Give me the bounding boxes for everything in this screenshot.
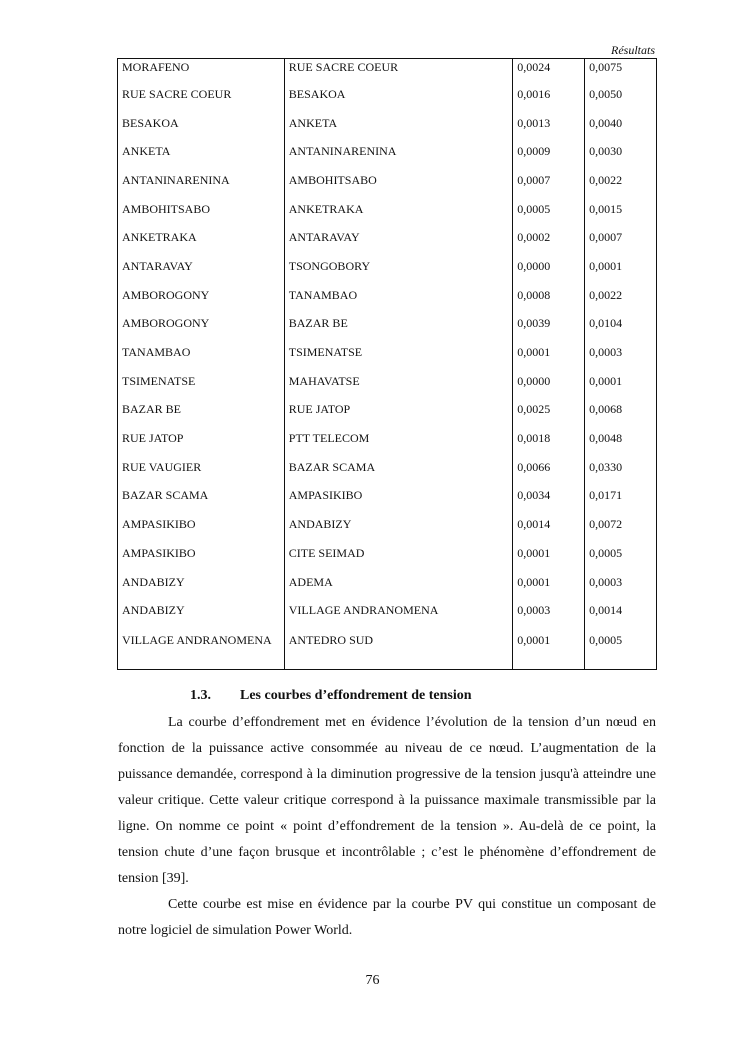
to-node-cell: TANAMBAO bbox=[284, 281, 513, 310]
from-node-cell: BAZAR BE bbox=[122, 402, 182, 417]
value-1-cell: 0,0014 bbox=[513, 510, 585, 539]
from-node-cell: BESAKOA bbox=[122, 115, 179, 130]
from-node-cell: VILLAGE ANDRANOMENA bbox=[122, 633, 272, 648]
from-node-cell: AMPASIKIBO bbox=[122, 545, 196, 560]
to-node-cell: ANDABIZY bbox=[284, 510, 513, 539]
value-1-cell: 0,0009 bbox=[513, 137, 585, 166]
section-heading bbox=[190, 688, 472, 704]
to-node-cell: RUE SACRE COEUR bbox=[284, 59, 513, 81]
value-1-cell: 0,0002 bbox=[513, 223, 585, 252]
value-1-cell: 0,0005 bbox=[513, 195, 585, 224]
value-1-cell: 0,0001 bbox=[513, 338, 585, 367]
value-2-cell: 0,0022 bbox=[585, 166, 657, 195]
value-1-cell: 0,0024 bbox=[513, 59, 585, 81]
value-1-cell: 0,0000 bbox=[513, 252, 585, 281]
from-node-cell: TSIMENATSE bbox=[122, 373, 196, 388]
value-1-cell: 0,0016 bbox=[513, 80, 585, 109]
to-node-cell: ANKETRAKA bbox=[284, 195, 513, 224]
from-node-cell: RUE JATOP bbox=[122, 431, 184, 446]
value-2-cell: 0,0040 bbox=[585, 109, 657, 138]
to-node-cell: BESAKOA bbox=[284, 80, 513, 109]
value-2-cell: 0,0075 bbox=[585, 59, 657, 81]
value-2-cell: 0,0330 bbox=[585, 453, 657, 482]
from-node-cell: AMPASIKIBO bbox=[122, 517, 196, 532]
table-row bbox=[118, 109, 657, 138]
value-2-cell: 0,0015 bbox=[585, 195, 657, 224]
from-node-cell: RUE SACRE COEUR bbox=[122, 86, 232, 101]
value-2-cell: 0,0068 bbox=[585, 396, 657, 425]
table-row bbox=[118, 596, 657, 625]
to-node-cell: AMBOHITSABO bbox=[284, 166, 513, 195]
value-2-cell: 0,0072 bbox=[585, 510, 657, 539]
table-row bbox=[118, 281, 657, 310]
value-2-cell: 0,0048 bbox=[585, 424, 657, 453]
table-row bbox=[118, 223, 657, 252]
value-2-cell: 0,0050 bbox=[585, 80, 657, 109]
value-1-cell: 0,0007 bbox=[513, 166, 585, 195]
value-1-cell: 0,0025 bbox=[513, 396, 585, 425]
value-2-cell: 0,0022 bbox=[585, 281, 657, 310]
to-node-cell: CITE SEIMAD bbox=[284, 539, 513, 568]
table-row bbox=[118, 166, 657, 195]
value-2-cell: 0,0030 bbox=[585, 137, 657, 166]
section-number: 1.3. bbox=[190, 688, 211, 703]
value-2-cell: 0,0001 bbox=[585, 252, 657, 281]
chapter-header: Résultats bbox=[611, 43, 655, 57]
from-node-cell: AMBOHITSABO bbox=[122, 201, 211, 216]
value-2-cell: 0,0104 bbox=[585, 310, 657, 339]
to-node-cell: ANTARAVAY bbox=[284, 223, 513, 252]
from-node-cell: ANDABIZY bbox=[122, 603, 185, 618]
from-node-cell: ANKETA bbox=[122, 144, 171, 159]
table-row bbox=[118, 137, 657, 166]
to-node-cell: VILLAGE ANDRANOMENA bbox=[284, 596, 513, 625]
from-node-cell: ANDABIZY bbox=[122, 574, 185, 589]
table-row bbox=[118, 195, 657, 224]
from-node-cell: AMBOROGONY bbox=[122, 316, 210, 331]
from-node-cell: MORAFENO bbox=[122, 60, 190, 74]
to-node-cell: RUE JATOP bbox=[284, 396, 513, 425]
table-row bbox=[118, 424, 657, 453]
to-node-cell: ADEMA bbox=[284, 568, 513, 597]
value-1-cell: 0,0001 bbox=[513, 539, 585, 568]
to-node-cell: ANTEDRO SUD bbox=[284, 625, 513, 670]
table-row bbox=[118, 539, 657, 568]
to-node-cell: ANKETA bbox=[284, 109, 513, 138]
value-1-cell: 0,0000 bbox=[513, 367, 585, 396]
to-node-cell: PTT TELECOM bbox=[284, 424, 513, 453]
table-row bbox=[118, 482, 657, 511]
value-2-cell: 0,0007 bbox=[585, 223, 657, 252]
from-node-cell: TANAMBAO bbox=[122, 345, 191, 360]
value-1-cell: 0,0013 bbox=[513, 109, 585, 138]
value-2-cell: 0,0001 bbox=[585, 367, 657, 396]
body-text bbox=[118, 710, 656, 944]
table-row bbox=[118, 252, 657, 281]
to-node-cell: ANTANINARENINA bbox=[284, 137, 513, 166]
table-row bbox=[118, 453, 657, 482]
to-node-cell: BAZAR SCAMA bbox=[284, 453, 513, 482]
value-1-cell: 0,0001 bbox=[513, 568, 585, 597]
table-row bbox=[118, 367, 657, 396]
table-row bbox=[118, 568, 657, 597]
table-row bbox=[118, 396, 657, 425]
value-2-cell: 0,0171 bbox=[585, 482, 657, 511]
value-1-cell: 0,0039 bbox=[513, 310, 585, 339]
to-node-cell: MAHAVATSE bbox=[284, 367, 513, 396]
value-2-cell: 0,0005 bbox=[585, 539, 657, 568]
from-node-cell: ANKETRAKA bbox=[122, 230, 197, 245]
value-1-cell: 0,0018 bbox=[513, 424, 585, 453]
to-node-cell: AMPASIKIBO bbox=[284, 482, 513, 511]
from-node-cell: ANTARAVAY bbox=[122, 258, 193, 273]
table-row bbox=[118, 510, 657, 539]
value-1-cell: 0,0001 bbox=[513, 625, 585, 670]
to-node-cell: TSIMENATSE bbox=[284, 338, 513, 367]
value-1-cell: 0,0066 bbox=[513, 453, 585, 482]
line-losses-table bbox=[117, 58, 657, 670]
table-row bbox=[118, 338, 657, 367]
value-1-cell: 0,0008 bbox=[513, 281, 585, 310]
paragraph-1: La courbe d’effondrement met en évidence l’évolution de la tension d’un nœud en fonction de la puissance active consommée au niveau de ce nœud. L’augmentation de la puissance demandée, correspond à la diminution progressive de la tension jusqu'à atteindre une valeur critique. Cette valeur critique correspond à la puissance maximale transmissible par la ligne. On nomme ce point « point d’effondrement de la tension ». Au-delà de ce point, la tension chute d’une façon brusque et incontrôlable ; c’est le phénomène d’effondrement de tension [39]. bbox=[118, 715, 656, 886]
to-node-cell: BAZAR BE bbox=[284, 310, 513, 339]
from-node-cell: AMBOROGONY bbox=[122, 287, 210, 302]
section-title: Les courbes d’effondrement de tension bbox=[240, 688, 472, 703]
value-2-cell: 0,0003 bbox=[585, 338, 657, 367]
value-2-cell: 0,0003 bbox=[585, 568, 657, 597]
from-node-cell: RUE VAUGIER bbox=[122, 459, 202, 474]
value-1-cell: 0,0003 bbox=[513, 596, 585, 625]
value-1-cell: 0,0034 bbox=[513, 482, 585, 511]
from-node-cell: ANTANINARENINA bbox=[122, 172, 230, 187]
to-node-cell: TSONGOBORY bbox=[284, 252, 513, 281]
value-2-cell: 0,0014 bbox=[585, 596, 657, 625]
table-row bbox=[118, 80, 657, 109]
page-number: 76 bbox=[365, 973, 380, 988]
paragraph-2: Cette courbe est mise en évidence par la courbe PV qui constitue un composant de notre logiciel de simulation Power World. bbox=[118, 897, 656, 938]
table-row bbox=[118, 59, 657, 81]
table-row bbox=[118, 310, 657, 339]
value-2-cell: 0,0005 bbox=[585, 625, 657, 670]
table-row bbox=[118, 625, 657, 670]
from-node-cell: BAZAR SCAMA bbox=[122, 488, 209, 503]
